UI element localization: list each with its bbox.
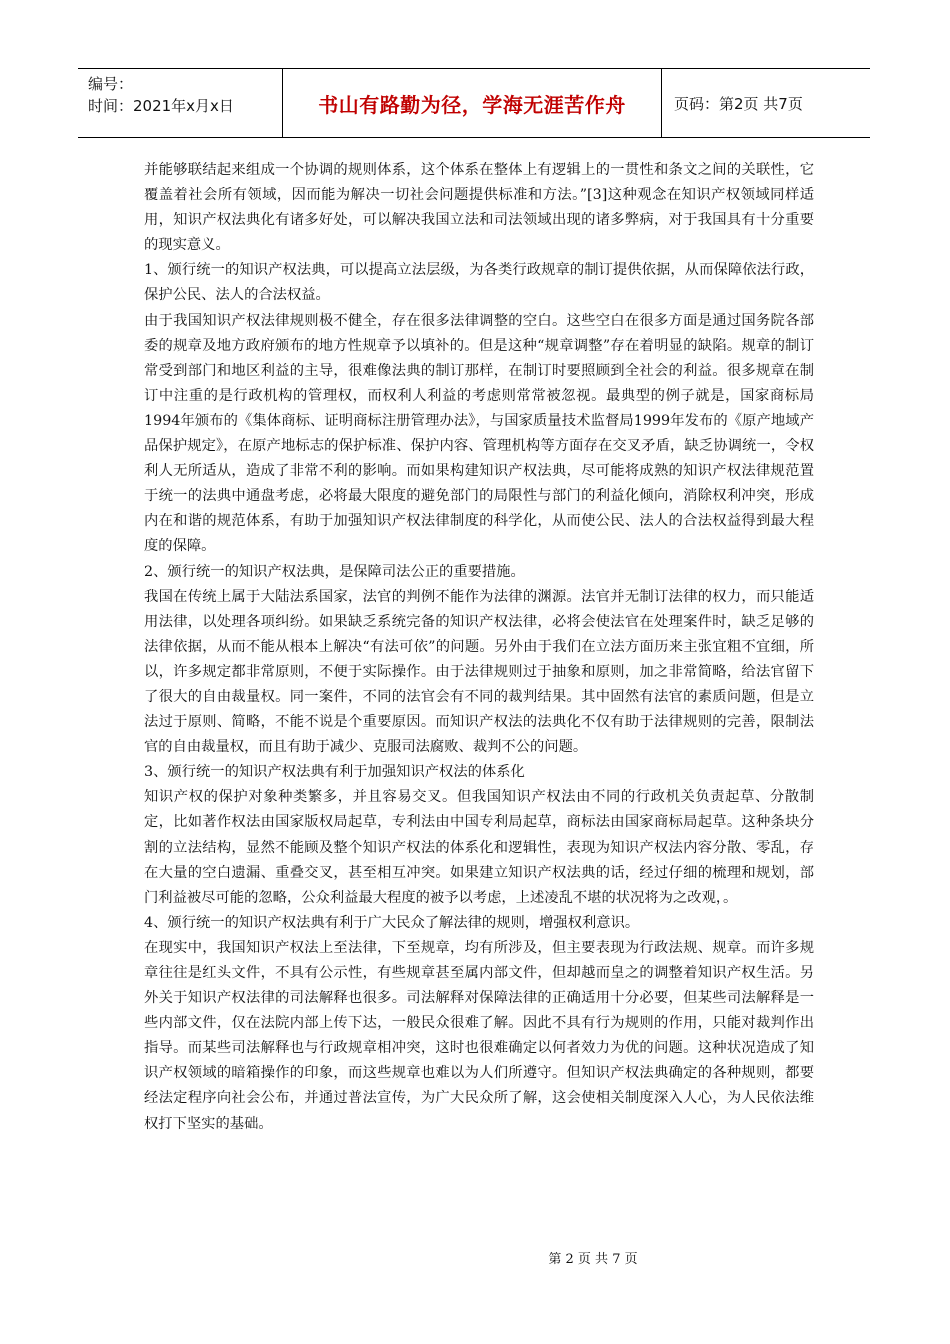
page-header (78, 68, 870, 138)
paragraph: 在现实中，我国知识产权法上至法律，下至规章，均有所涉及，但主要表现为行政法规、规章。而许多规章往往是红头文件，不具有公示性，有些规章甚至属内部文件，但却越而皇之的调整着知识产权生活。另外关于知识产权法律的司法解释也很多。司法解释对保障法律的正确适用十分必要，但某些司法解释是一些内部文件，仅在法院内部上传下达，一般民众很难了解。因此不具有行为规则的作用，只能对裁判作出指导。而某些司法解释也与行政规章相冲突，这时也很难确定以何者效力为优的问题。这种状况造成了知识产权领域的暗箱操作的印象，而这些规章也难以为人们所遵守。但知识产权法典确定的各种规则，都要经法定程序向社会公布，并通过普法宣传，为广大民众所了解，这会使相关制度深入人心，为人民依法维权打下坚实的基础。 (144, 939, 814, 1132)
section-heading-3: 3、颁行统一的知识产权法典有利于加强知识产权法的体系化 (144, 764, 525, 781)
date-label: 时间：2021年x月x日 (88, 97, 234, 115)
page-footer: 第 2 页 共 7 页 (548, 1252, 638, 1267)
paragraph: 并能够联结起来组成一个协调的规则体系，这个体系在整体上有逻辑上的一贯性和条文之间的关联性，它覆盖着社会所有领域，因而能为解决一切社会问题提供标准和方法。”[3]这种观念在知识产权领域同样适用，知识产权法典化有诸多好处，可以解决我国立法和司法领域出现的诸多弊病，对于我国具有十分重要的现实意义。 (144, 162, 814, 254)
header-page-info: 页码：第2页 共7页 (674, 94, 803, 113)
header-meta (78, 69, 283, 137)
paragraph: 我国在传统上属于大陆法系国家，法官的判例不能作为法律的渊源。法官并无制订法律的权力，而只能适用法律，以处理各项纠纷。如果缺乏系统完备的知识产权法律，必将会使法官在处理案件时，缺乏足够的法律依据，从而不能从根本上解决“有法可依”的问题。另外由于我们在立法方面历来主张宜粗不宜细，所以，许多规定都非常原则，不便于实际操作。由于法律规则过于抽象和原则，加之非常简略，给法官留下了很大的自由裁量权。同一案件，不同的法官会有不同的裁判结果。其中固然有法官的素质问题，但是立法过于原则、简略，不能不说是个重要原因。而知识产权法的法典化不仅有助于法律规则的完善，限制法官的自由裁量权，而且有助于减少、克服司法腐败、裁判不公的问题。 (144, 588, 814, 756)
doc-number-label: 编号： (88, 75, 134, 93)
paragraph: 知识产权的保护对象种类繁多，并且容易交叉。但我国知识产权法由不同的行政机关负责起草、分散制定，比如著作权法由国家版权局起草，专利法由中国专利局起草，商标法由国家商标局起草。这种条块分割的立法结构，显然不能顾及整个知识产权法的体系化和逻辑性，表现为知识产权法内容分散、零乱，存在大量的空白遗漏、重叠交叉，甚至相互冲突。如果建立知识产权法典的话，经过仔细的梳理和规划，部门利益被尽可能的忽略，公众利益最大程度的被予以考虑，上述凌乱不堪的状况将为之改观，。 (144, 789, 814, 906)
document-body (144, 158, 814, 1137)
section-heading-4: 4、颁行统一的知识产权法典有利于广大民众了解法律的规则，增强权利意识。 (144, 914, 640, 931)
section-heading-1: 1、颁行统一的知识产权法典，可以提高立法层级，为各类行政规章的制订提供依据，从而保障依法行政，保护公民、法人的合法权益。 (144, 262, 814, 304)
section-heading-2: 2、颁行统一的知识产权法典，是保障司法公正的重要措施。 (144, 563, 525, 580)
paragraph: 由于我国知识产权法律规则极不健全，存在很多法律调整的空白。这些空白在很多方面是通过国务院各部委的规章及地方政府颁布的地方性规章予以填补的。但是这种“规章调整”存在着明显的缺陷。规章的制订常受到部门和地区利益的主导，很难像法典的制订那样，在制订时要照顾到全社会的利益。很多规章在制订中注重的是行政机构的管理权，而权利人利益的考虑则常常被忽视。最典型的例子就是，国家商标局1994年颁布的《集体商标、证明商标注册管理办法》，与国家质量技术监督局1999年发布的《原产地域产品保护规定》，在原产地标志的保护标准、保护内容、管理机构等方面存在交叉矛盾，缺乏协调统一，令权利人无所适从，造成了非常不利的影响。而如果构建知识产权法典，尽可能将成熟的知识产权法律规范置于统一的法典中通盘考虑，必将最大限度的避免部门的局限性与部门的利益化倾向，消除权利冲突，形成内在和谐的规范体系，有助于加强知识产权法律制度的科学化，从而使公民、法人的合法权益得到最大程度的保障。 (144, 312, 814, 555)
header-motto: 书山有路勤为径，学海无涯苦作舟 (283, 69, 662, 137)
